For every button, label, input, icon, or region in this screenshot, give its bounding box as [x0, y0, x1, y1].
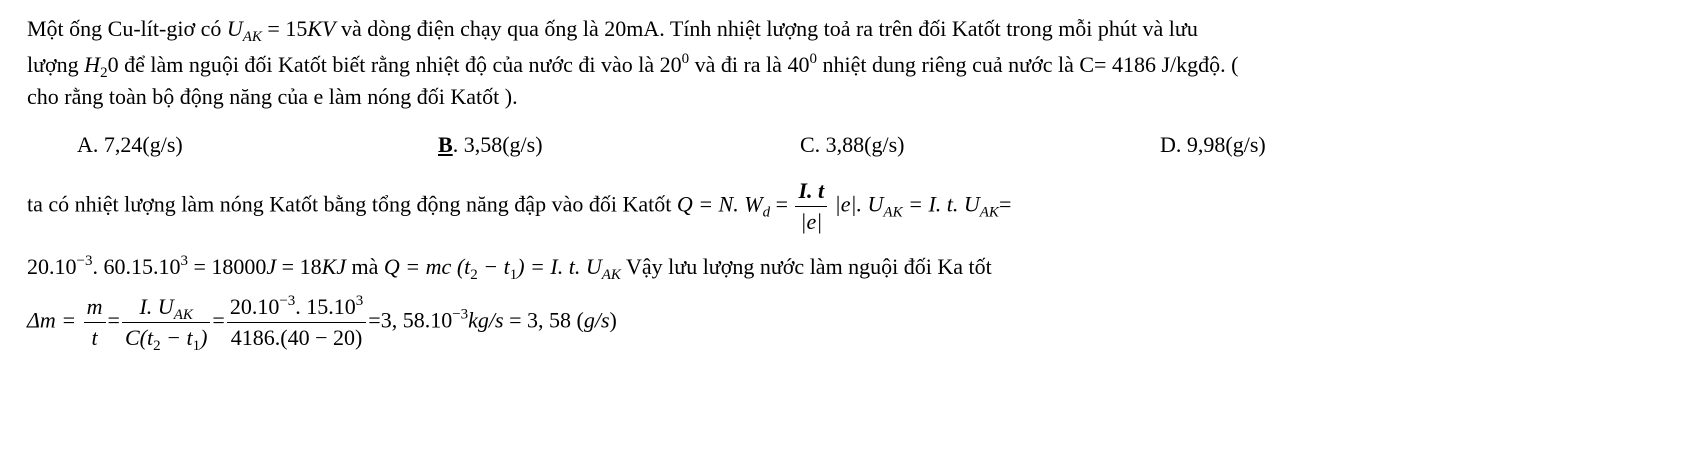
option-b: B. 3,58(g/s) [438, 132, 543, 157]
fraction-it-over-e: $\frac{I. t}{|e|}$ [795, 176, 827, 237]
option-d: D. 9,98(g/s) [1160, 132, 1266, 157]
option-b-letter: B [438, 132, 453, 157]
option-a: A. 7,24(g/s) [77, 132, 183, 157]
fraction-numeric: $\frac{20.10^{-3}. 15.10^3}{4186.(40 - 20)}$ [227, 292, 366, 353]
fraction-iuak-over-c: $\frac{I. U_{AK}}{C(t_2 - t_1)}$ [122, 292, 210, 353]
fraction-m-over-t: $\frac{m}{t}$ [84, 292, 106, 353]
question-line-1: Một ống Cu-lít-giơ có $U_{AK} = 15KV$ và dòng điện chạy qua ống là 20mA. Tính nhiệt lượng toả ra trên đối Katốt trong mỗi phút và lưu [27, 16, 1198, 45]
solution-line-1: ta có nhiệt lượng làm nóng Katốt bằng tổng động năng đập vào đối Katốt Q = N. $W_d$ = $\frac{I. t}{|e|}$ |e|. $U_{AK} = I$. t. $U_{AK}=$ [27, 176, 1011, 237]
question-line-3: cho rằng toàn bộ động năng của e làm nóng đối Katốt ). [27, 84, 518, 109]
solution-line-3: Δm = $\frac{m}{t}$ = $\frac{I. U_{AK}}{C(t_2 - t_1)}$ = $\frac{20.10^{-3}. 15.10^3}{4186.(40 - 20)}$ =3, $58.10^{-3}kg/s = 3$, 58 (g/s) [27, 293, 617, 354]
option-c: C. 3,88(g/s) [800, 132, 905, 157]
solution-line-2: $20.10^{-3}$. $60.15.10^3 = 18000J = 18KJ$ mà Q = mc $(t_2 - t_1) = I$. t. $U_{AK}$ Vậy lưu lượng nước làm nguội đối Ka tốt [27, 253, 992, 283]
question-line-2: lượng $H_20$ để làm nguội đối Katốt biết rằng nhiệt độ của nước đi vào là $20^0$ và đi ra là $40^0$ nhiệt dung riêng cuả nước là C= 4186 J/kgđộ. ( [27, 51, 1239, 81]
